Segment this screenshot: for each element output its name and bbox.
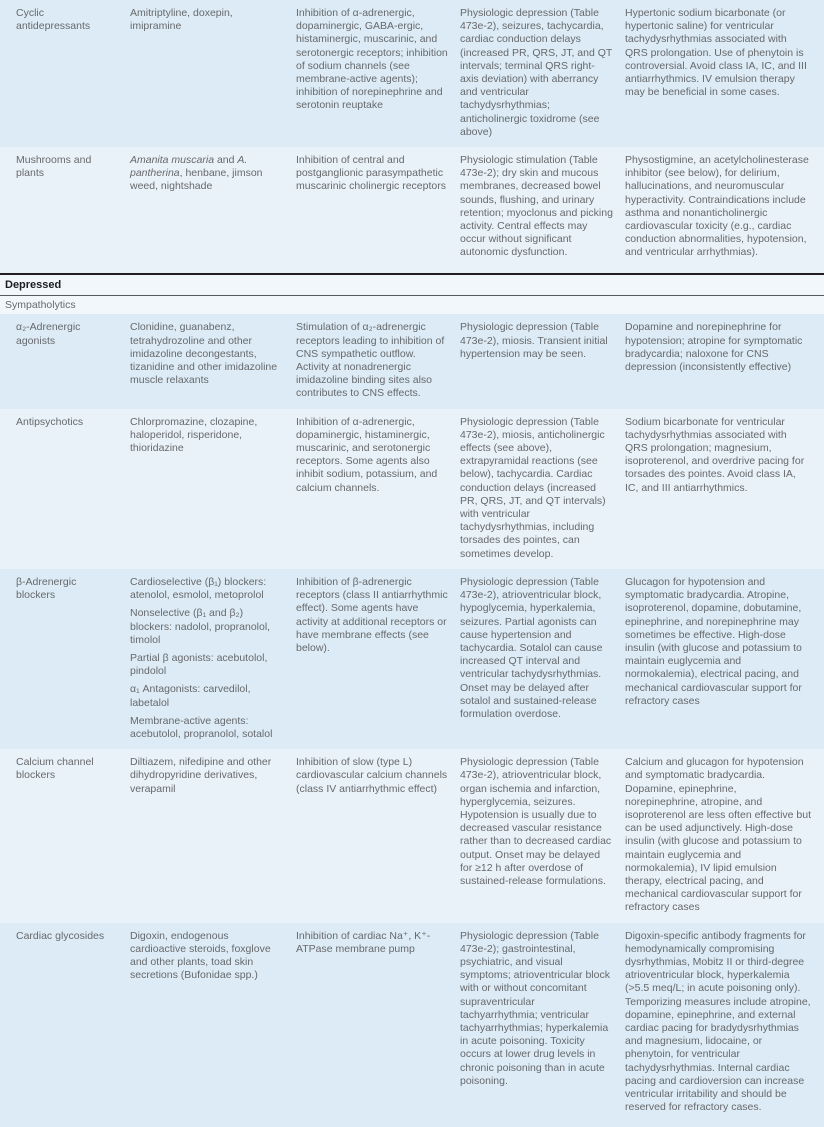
table-row (0, 409, 824, 569)
cell-paragraph: Membrane-active agents: acebutolol, propranolol, sotalol (130, 714, 273, 740)
cell-manifestations (460, 409, 625, 569)
cell-manifestations (460, 749, 625, 922)
table-row (0, 749, 824, 922)
subsection-header-sympatholytics: Sympatholytics (0, 296, 824, 314)
cell-treatment (625, 0, 824, 147)
cell-paragraph: Hypertonic sodium bicarbonate (or hypertonic saline) for ventricular tachydysrhythmias associated with QRS prolongation. Use of phenytoin is controversial. Avoid class IA, IC, and III antiarrhythmics. IV emulsion therapy may be beneficial in some cases. (625, 7, 807, 99)
cell-agents (130, 569, 296, 749)
cell-paragraph: Clonidine, guanabenz, tetrahydrozoline and other imidazoline decongestants, tizanidine and other imidazoline muscle relaxants (130, 321, 278, 387)
cell-drug-class (0, 0, 130, 147)
table-row (0, 147, 824, 273)
cell-mechanism (296, 314, 460, 408)
cell-mechanism (296, 409, 460, 569)
cell-drug-class (0, 569, 130, 749)
cell-paragraph: Physiologic depression (Table 473e-2); gastrointestinal, psychiatric, and visual symptoms; atrioventricular block with or without concomitant supraventricular tachyarrhythmia; ventricular tachyarrhythmias; hyperkalemia in acute poisoning. Toxicity occurs at lower drug levels in chronic poisoning than in acute poisoning. (460, 929, 610, 1087)
cell-paragraph: Amitriptyline, doxepin, imipramine (130, 7, 233, 33)
cell-paragraph: Physiologic stimulation (Table 473e-2); dry skin and mucous membranes, decreased bowel sounds, flushing, and urinary retention; myoclonus and picking activity. Central effects may occur without significant autonomic dysfunction. (460, 154, 613, 259)
cell-paragraph: Cyclic antidepressants (16, 7, 91, 33)
cell-paragraph: Physiologic depression (Table 473e-2), seizures, tachycardia, cardiac conduction delays (increased PR, QRS, JT, and QT intervals; terminal QRS right-axis deviation) with aberrancy and ventricular tachydysrhythmias; anticholinergic toxidrome (see above) (460, 7, 613, 138)
cell-treatment (625, 569, 824, 749)
cell-paragraph: Nonselective (β₁ and β₂) blockers: nadolol, propranolol, timolol (130, 607, 271, 646)
cell-paragraph: Amanita muscaria and A. pantherina, henbane, jimson weed, nightshade (130, 154, 263, 193)
cell-mechanism (296, 147, 460, 273)
cell-treatment (625, 147, 824, 273)
cell-manifestations (460, 569, 625, 749)
cell-paragraph: Inhibition of β-adrenergic receptors (class II antiarrhythmic effect). Some agents have activity at additional receptors or have membrane effects (see below). (296, 575, 448, 654)
cell-paragraph: Physiologic depression (Table 473e-2), atrioventricular block, hypoglycemia, hyperkalemia, seizures. Partial agonists can cause hypertension and tachycardia. Sotalol can cause increased QT interval and ventricular tachydysrhythmias. Onset may be delayed after sotalol and sustained-release formulation overdose. (460, 575, 603, 720)
cell-paragraph: α₂-Adrenergic agonists (16, 321, 81, 347)
cell-manifestations (460, 923, 625, 1127)
cell-paragraph: Inhibition of central and postganglionic parasympathetic muscarinic cholinergic receptors (296, 154, 446, 193)
cell-paragraph: Calcium channel blockers (16, 756, 94, 782)
cell-drug-class (0, 147, 130, 273)
cell-mechanism (296, 0, 460, 147)
cell-paragraph: α₁ Antagonists: carvedilol, labetalol (130, 683, 251, 709)
cell-agents (130, 749, 296, 922)
table-row (0, 314, 824, 408)
cell-paragraph: Digoxin-specific antibody fragments for hemodynamically compromising dysrhythmias, Mobitz II or third-degree atrioventricular block, hyperkalemia (>5.5 meq/L; in acute poisoning only). Temporizing measures include atropine, dopamine, epinephrine, and external cardiac pacing for bradydysrhythmias and magnesium, lidocaine, or phenytoin, for ventricular tachydysrhythmias. Internal cardiac pacing and cardioversion can increase ventricular irritability and should be reserved for refractory cases. (625, 929, 811, 1114)
cell-paragraph: Inhibition of α-adrenergic, dopaminergic, GABA-ergic, histaminergic, muscarinic, and serotonergic receptors; inhibition of sodium channels (see membrane-active agents); inhibition of norepinephrine and serotonin reuptake (296, 7, 448, 112)
cell-treatment (625, 749, 824, 922)
cell-drug-class (0, 409, 130, 569)
table-row (0, 0, 824, 147)
cell-manifestations (460, 314, 625, 408)
cell-agents (130, 314, 296, 408)
cell-paragraph: Inhibition of α-adrenergic, dopaminergic, histaminergic, muscarinic, and serotonergic receptors. Some agents also inhibit sodium, potassium, and calcium channels. (296, 415, 438, 494)
cell-paragraph: Physiologic depression (Table 473e-2), miosis. Transient initial hypertension may be seen. (460, 321, 608, 360)
cell-manifestations (460, 147, 625, 273)
cell-paragraph: Mushrooms and plants (16, 154, 92, 180)
cell-paragraph: Physiologic depression (Table 473e-2), miosis, anticholinergic effects (see above), extrapyramidal reactions (see below), tachycardia. Cardiac conduction delays (increased PR, QRS, JT, and QT intervals) with ventricular tachydysrhythmias, including torsades des pointes, can sometimes develop. (460, 415, 606, 560)
table-row (0, 923, 824, 1127)
cell-paragraph: Physostigmine, an acetylcholinesterase inhibitor (see below), for delirium, hallucinations, and neuromuscular hyperactivity. Contraindications include asthma and nonanticholinergic cardiovascular toxicity (e.g., cardiac conduction abnormalities, hypotension, and ventricular arrhythmias). (625, 154, 809, 259)
cell-agents (130, 147, 296, 273)
cell-paragraph: Stimulation of α₂-adrenergic receptors leading to inhibition of CNS sympathetic outflow. Activity at nonadrenergic imidazoline binding sites also contributes to CNS effects. (296, 321, 445, 400)
cell-paragraph: Inhibition of cardiac Na⁺, K⁺-ATPase membrane pump (296, 929, 431, 955)
cell-agents (130, 923, 296, 1127)
cell-paragraph: Antipsychotics (16, 415, 84, 428)
species-name-italic: A. pantherina (130, 154, 248, 180)
cell-paragraph: Sodium bicarbonate for ventricular tachydysrhythmias associated with QRS prolongation; magnesium, isoproterenol, and overdrive pacing for torsades des pointes. Avoid class IA, IC, and III antiarrhythmics. (625, 415, 805, 494)
cell-paragraph: β-Adrenergic blockers (16, 575, 77, 602)
cell-paragraph: Cardioselective (β₁) blockers: atenolol, esmolol, metoprolol (130, 575, 267, 602)
cell-paragraph: Digoxin, endogenous cardioactive steroids, foxglove and other plants, toad skin secretions (Bufonidae spp.) (130, 929, 271, 982)
cell-mechanism (296, 749, 460, 922)
cell-paragraph: Inhibition of slow (type L) cardiovascular calcium channels (class IV antiarrhythmic effect) (296, 756, 448, 795)
cell-agents (130, 409, 296, 569)
species-name-italic: Amanita muscaria (130, 154, 215, 167)
cell-manifestations (460, 0, 625, 147)
cell-mechanism (296, 923, 460, 1127)
cell-paragraph: Chlorpromazine, clozapine, haloperidol, risperidone, thioridazine (130, 415, 258, 455)
cell-paragraph: Calcium and glucagon for hypotension and symptomatic bradycardia. Dopamine, epinephrine, norepinephrine, atropine, and isoproterenol are less often effective but can be used adjunctively. High-dose insulin (with glucose and potassium to maintain euglycemia and normokalemia), IV lipid emulsion therapy, electrical pacing, and mechanical cardiovascular support for refractory cases (625, 756, 812, 914)
cell-treatment (625, 923, 824, 1127)
cell-treatment (625, 314, 824, 408)
cell-paragraph: Partial β agonists: acebutolol, pindolol (130, 651, 268, 678)
cell-drug-class (0, 749, 130, 922)
cell-paragraph: Glucagon for hypotension and symptomatic bradycardia. Atropine, isoproterenol, dopamine, dobutamine, epinephrine, and norepinephrine may sometimes be effective. High-dose insulin (with glucose and potassium to maintain euglycemia and normokalemia), electrical pacing, and mechanical cardiovascular support for refractory cases (625, 575, 802, 707)
cell-drug-class (0, 923, 130, 1127)
cell-paragraph: Cardiac glycosides (16, 929, 105, 942)
cell-paragraph: Physiologic depression (Table 473e-2), atrioventricular block, organ ischemia and infarction, hyperglycemia, seizures. Hypotension is usually due to decreased vascular resistance rather than to decreased cardiac output. Onset may be delayed for ≥12 h after overdose of sustained-release formulations. (460, 756, 612, 887)
cell-agents (130, 0, 296, 147)
cell-paragraph: Dopamine and norepinephrine for hypotension; atropine for symptomatic bradycardia; naloxone for CNS depression (inconsistently effective) (625, 321, 803, 374)
cell-paragraph: Diltiazem, nifedipine and other dihydropyridine derivatives, verapamil (130, 756, 272, 795)
section-header-depressed: Depressed (0, 273, 824, 296)
table-row (0, 569, 824, 749)
cell-drug-class (0, 314, 130, 408)
cell-mechanism (296, 569, 460, 749)
cell-treatment (625, 409, 824, 569)
